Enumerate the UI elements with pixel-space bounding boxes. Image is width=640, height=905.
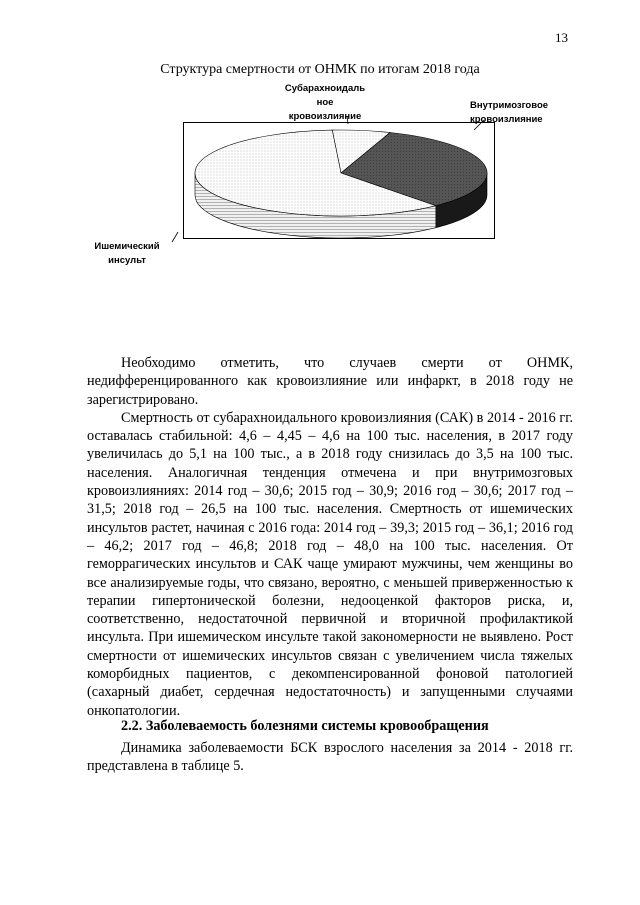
paragraph: Смертность от субарахноидального кровоизлияния (САК) в 2014 - 2016 гг. оставалась стабильной: 4,6 – 4,45 – 4,6 на 100 тыс. населения, в 2017 году увеличилась до 5,1 на 100 тыс., а в 2018 году снизилась до 3,5 на 100 тыс. населения. Аналогичная тенденция отмечена и при внутримозговых кровоизлияниях: 2014 год – 30,6; 2015 год – 30,9; 2016 год – 30,6; 2017 год – 31,5; 2018 год – 26,5 на 100 тыс. населения. Смертность от ишемических инсультов растет, начиная с 2016 года: 2014 год – 39,3; 2015 год – 36,1; 2016 год – 46,2; 2017 год – 46,8; 2018 год – 48,0 на 100 тыс. населения. От геморрагических инсультов и САК чаще умирают мужчины, чем женщины во все анализируемые годы, что связано, вероятно, с меньшей приверженностью к терапии гипертонической болезни, недооценкой факторов риска, и, соответственно, недостаточной первичной и вторичной профилактикой инсульта. При ишемическом инсульте такой закономерности не выявлено. Рост смертности от ишемических инсультов связан с увеличением числа тяжелых коморбидных пациентов, с декомпенсированной фоновой патологией (сахарный диабет, сердечная недостаточность) и запущенными случаями онкопатологии. (87, 409, 573, 719)
section-heading: 2.2. Заболеваемость болезнями системы кровообращения (121, 718, 489, 734)
chart-title: Структура смертности от ОНМК по итогам 2018 года (160, 62, 480, 77)
body-text-section-2 (87, 739, 573, 776)
leader-line-isch (172, 232, 178, 242)
slice-label-subarachnoid: Субарахноидаль ное кровоизлияние (284, 83, 366, 122)
body-text-section-1 (87, 354, 573, 720)
slice-label-ischemic: Ишемический инсульт (94, 241, 160, 266)
page-number: 13 (555, 30, 568, 45)
paragraph: Необходимо отметить, что случаев смерти от ОНМК, недифференцированного как кровоизлияние или инфаркт, в 2018 году не зарегистрировано. (87, 355, 573, 408)
paragraph: Динамика заболеваемости БСК взрослого населения за 2014 - 2018 гг. представлена в таблице 5. (87, 740, 573, 775)
slice-label-intracerebral: Внутримозговое кровоизлияние (470, 100, 549, 125)
